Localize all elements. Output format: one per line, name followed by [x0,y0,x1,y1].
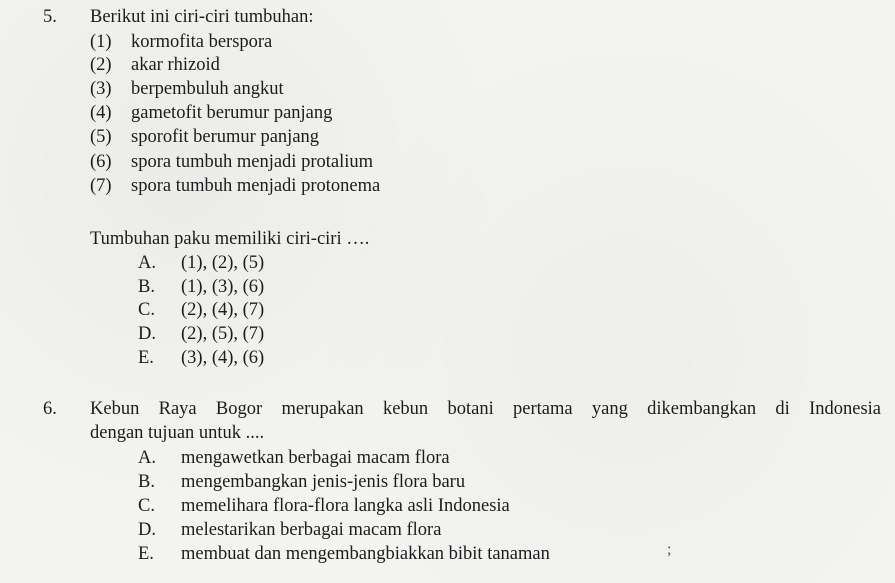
option-letter: A. [138,448,156,468]
option-letter: A. [138,253,156,273]
option-text: melestarikan berbagai macam flora [181,520,442,540]
question-prompt: Tumbuhan paku memiliki ciri-ciri …. [90,229,370,249]
option-letter: D. [138,520,156,540]
option-text: (3), (4), (6) [181,348,265,368]
option-letter: B. [138,277,155,297]
list-item: akar rhizoid [131,55,220,75]
question-number: 6. [43,399,57,419]
list-item: sporofit berumur panjang [131,127,320,147]
question-number: 5. [43,7,57,27]
stray-mark: ; [667,541,672,558]
list-item-number: (2) [90,55,112,75]
question-stem: Berikut ini ciri-ciri tumbuhan: [90,7,314,27]
option-letter: D. [138,324,156,344]
option-text: (1), (2), (5) [181,253,265,273]
option-letter: C. [138,496,155,516]
option-letter: C. [138,300,155,320]
list-item-number: (7) [90,176,112,196]
option-text: (2), (4), (7) [181,300,265,320]
option-letter: E. [138,544,154,564]
list-item-number: (6) [90,152,112,172]
option-text: memelihara flora-flora langka asli Indonesia [181,496,510,516]
option-text: (1), (3), (6) [181,277,265,297]
list-item: spora tumbuh menjadi protonema [131,176,381,196]
option-text: mengawetkan berbagai macam flora [181,448,450,468]
option-text: mengembangkan jenis-jenis flora baru [181,472,466,492]
list-item: spora tumbuh menjadi protalium [131,152,373,172]
list-item: kormofita berspora [131,32,273,52]
list-item-number: (3) [90,79,112,99]
list-item: berpembuluh angkut [131,79,284,99]
list-item-number: (4) [90,103,112,123]
option-text: membuat dan mengembangbiakkan bibit tanaman [181,544,550,564]
option-letter: E. [138,348,154,368]
question-stem-continued: dengan tujuan untuk .... [90,423,265,443]
list-item-number: (5) [90,127,112,147]
list-item-number: (1) [90,32,112,52]
option-letter: B. [138,472,155,492]
question-stem: Kebun Raya Bogor merupakan kebun botani pertama yang dikembangkan di Indonesia [90,399,881,419]
option-text: (2), (5), (7) [181,324,265,344]
list-item: gametofit berumur panjang [131,103,333,123]
